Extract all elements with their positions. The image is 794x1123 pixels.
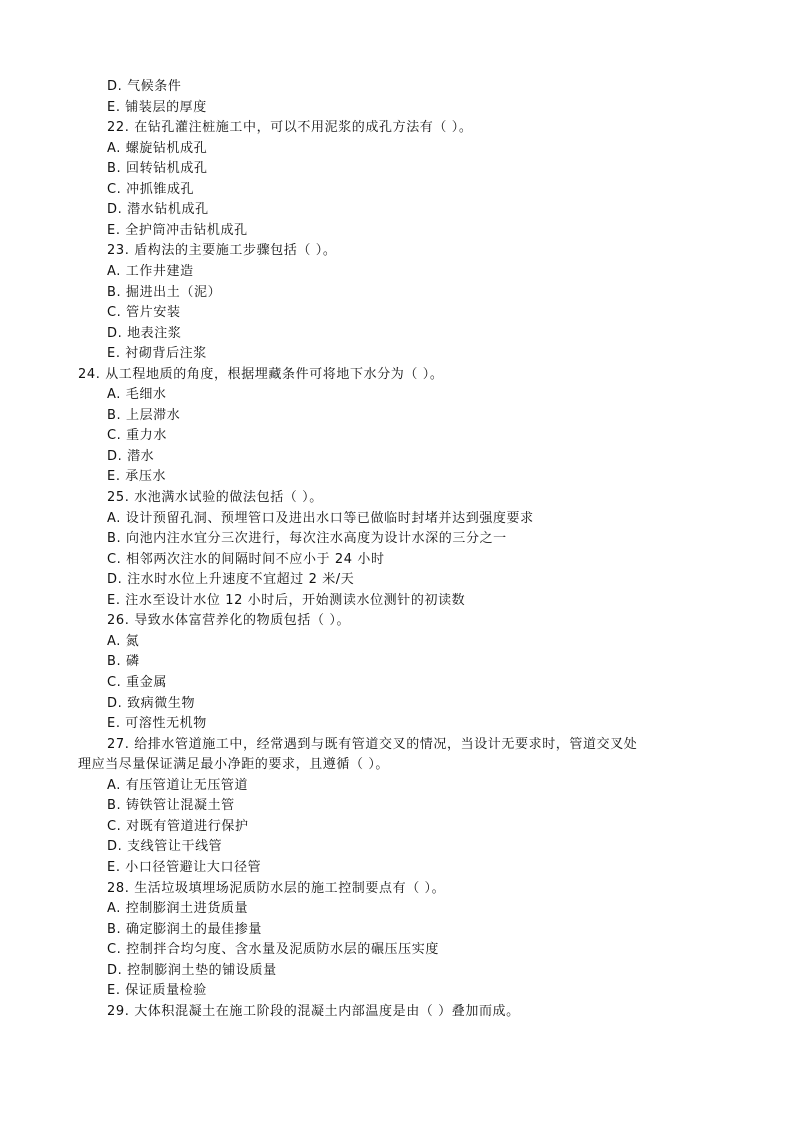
option-line: A. 控制膨润土进货质量 <box>107 901 249 916</box>
option-line: E. 承压水 <box>107 469 167 485</box>
option-line: C. 重金属 <box>107 675 167 690</box>
option-line: A. 有压管道让无压管道 <box>107 777 249 793</box>
option-line: D. 气候条件 <box>107 79 182 94</box>
option-line: C. 对既有管道进行保护 <box>107 818 249 834</box>
option-line: B. 上层滞水 <box>107 407 181 423</box>
option-line: E. 衬砌背后注浆 <box>107 346 207 362</box>
question-line: 26. 导致水体富营养化的物质包括（ ）。 <box>107 613 351 629</box>
option-line: A. 毛细水 <box>107 387 167 403</box>
question-line: 23. 盾构法的主要施工步骤包括（ ）。 <box>107 243 337 259</box>
option-line: D. 致病微生物 <box>107 695 196 711</box>
option-line: E. 小口径管避让大口径管 <box>107 859 262 875</box>
question-line: 25. 水池满水试验的做法包括（ ）。 <box>107 490 323 505</box>
option-line: E. 保证质量检验 <box>107 983 207 999</box>
option-line: E. 铺装层的厚度 <box>107 99 207 115</box>
option-line: C. 管片安装 <box>107 305 181 321</box>
option-line: E. 可溶性无机物 <box>107 716 207 732</box>
option-line: C. 冲抓锥成孔 <box>107 181 195 197</box>
option-line: D. 潜水钻机成孔 <box>107 202 209 218</box>
option-line: C. 重力水 <box>107 428 167 444</box>
option-line: D. 支线管让干线管 <box>107 839 223 855</box>
option-line: D. 控制膨润土垫的铺设质量 <box>107 962 277 978</box>
option-line: A. 设计预留孔洞、预埋管口及进出水口等已做临时封堵并达到强度要求 <box>107 510 534 526</box>
question-line: 28. 生活垃圾填埋场泥质防水层的施工控制要点有（ ）。 <box>107 880 446 896</box>
option-line: B. 磷 <box>107 654 140 670</box>
question-line: 29. 大体积混凝土在施工阶段的混凝土内部温度是由（ ）叠加而成。 <box>107 1003 520 1019</box>
option-line: E. 注水至设计水位 12 小时后，开始测读水位测针的初读数 <box>107 592 466 608</box>
option-line: B. 确定膨润土的最佳掺量 <box>107 921 262 937</box>
option-line: B. 向池内注水宜分三次进行，每次注水高度为设计水深的三分之一 <box>107 531 507 547</box>
question-line: 27. 给排水管道施工中，经常遇到与既有管道交叉的情况，当设计无要求时，管道交叉处 <box>107 736 638 752</box>
option-line: C. 相邻两次注水的间隔时间不应小于 24 小时 <box>107 551 385 567</box>
option-line: D. 地表注浆 <box>107 325 182 341</box>
option-line: D. 注水时水位上升速度不宜超过 2 米/天 <box>107 572 355 588</box>
option-line: B. 回转钻机成孔 <box>107 161 208 177</box>
option-line: D. 潜水 <box>107 448 155 464</box>
option-line: B. 掘进出土（泥） <box>107 284 222 300</box>
question-line: 22. 在钻孔灌注桩施工中，可以不用泥浆的成孔方法有（ ）。 <box>107 120 473 136</box>
option-line: A. 氮 <box>107 633 140 649</box>
question-continuation-line: 理应当尽量保证满足最小净距的要求，且遵循（ ）。 <box>78 757 390 773</box>
question-line: 24. 从工程地质的角度，根据埋藏条件可将地下水分为（ ）。 <box>78 366 444 382</box>
option-line: E. 全护筒冲击钻机成孔 <box>107 222 248 238</box>
option-line: A. 螺旋钻机成孔 <box>107 140 208 156</box>
option-line: A. 工作井建造 <box>107 264 194 279</box>
option-line: C. 控制拌合均匀度、含水量及泥质防水层的碾压压实度 <box>107 942 439 958</box>
option-line: B. 铸铁管让混凝土管 <box>107 798 235 814</box>
